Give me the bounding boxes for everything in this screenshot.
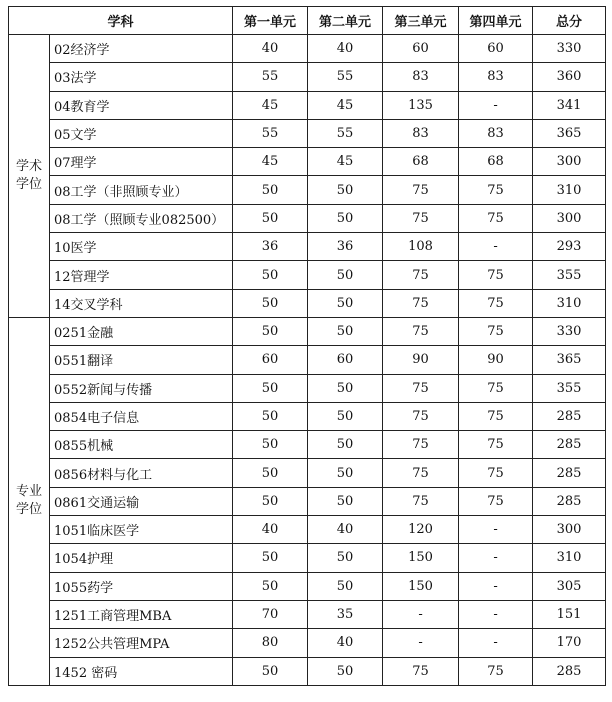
unit4-cell: 75: [459, 261, 533, 289]
subject-cell: 1054护理: [50, 544, 233, 572]
unit2-cell: 50: [308, 261, 383, 289]
unit1-cell: 55: [233, 63, 308, 91]
subject-cell: 1251工商管理MBA: [50, 600, 233, 628]
table-row: [9, 459, 606, 487]
unit2-cell: 50: [308, 204, 383, 232]
unit3-cell: 75: [383, 657, 459, 685]
header-row: [9, 7, 606, 35]
total-cell: 310: [533, 176, 606, 204]
unit1-cell: 50: [233, 572, 308, 600]
group-label-line1: 专业: [15, 484, 42, 500]
unit3-cell: 75: [383, 459, 459, 487]
unit4-cell: 75: [459, 657, 533, 685]
unit1-cell: 50: [233, 431, 308, 459]
table-row: [9, 35, 606, 63]
unit2-cell: 40: [308, 516, 383, 544]
unit1-cell: 60: [233, 346, 308, 374]
table-row: [9, 233, 606, 261]
unit4-cell: 68: [459, 148, 533, 176]
unit2-cell: 50: [308, 544, 383, 572]
unit3-cell: 90: [383, 346, 459, 374]
unit4-cell: 90: [459, 346, 533, 374]
unit1-cell: 45: [233, 148, 308, 176]
total-cell: 170: [533, 629, 606, 657]
unit2-cell: 50: [308, 459, 383, 487]
unit4-cell: -: [459, 544, 533, 572]
group-label-line2: 学位: [15, 502, 42, 518]
unit3-cell: 75: [383, 431, 459, 459]
table-row: [9, 572, 606, 600]
subject-cell: 03法学: [50, 63, 233, 91]
total-cell: 285: [533, 487, 606, 515]
unit3-cell: 75: [383, 374, 459, 402]
unit3-cell: 68: [383, 148, 459, 176]
subject-cell: 0856材料与化工: [50, 459, 233, 487]
unit2-cell: 36: [308, 233, 383, 261]
unit2-cell: 35: [308, 600, 383, 628]
subject-cell: 08工学（照顾专业082500）: [50, 204, 233, 232]
unit1-cell: 50: [233, 544, 308, 572]
unit4-cell: -: [459, 629, 533, 657]
total-cell: 285: [533, 402, 606, 430]
unit3-cell: 150: [383, 572, 459, 600]
unit1-cell: 40: [233, 516, 308, 544]
total-cell: 330: [533, 35, 606, 63]
total-cell: 285: [533, 657, 606, 685]
unit2-cell: 40: [308, 629, 383, 657]
header-total: 总分: [533, 7, 606, 35]
unit1-cell: 36: [233, 233, 308, 261]
total-cell: 300: [533, 204, 606, 232]
unit1-cell: 50: [233, 204, 308, 232]
subject-cell: 1452 密码: [50, 657, 233, 685]
unit4-cell: 75: [459, 204, 533, 232]
unit4-cell: -: [459, 91, 533, 119]
total-cell: 330: [533, 317, 606, 345]
unit3-cell: 108: [383, 233, 459, 261]
subject-cell: 10医学: [50, 233, 233, 261]
total-cell: 293: [533, 233, 606, 261]
subject-cell: 08工学（非照顾专业）: [50, 176, 233, 204]
unit3-cell: 83: [383, 63, 459, 91]
unit2-cell: 50: [308, 289, 383, 317]
unit4-cell: 75: [459, 289, 533, 317]
unit2-cell: 40: [308, 35, 383, 63]
total-cell: 300: [533, 148, 606, 176]
total-cell: 360: [533, 63, 606, 91]
unit2-cell: 50: [308, 431, 383, 459]
total-cell: 151: [533, 600, 606, 628]
table-row: [9, 317, 606, 345]
table-row: [9, 374, 606, 402]
subject-cell: 0552新闻与传播: [50, 374, 233, 402]
subject-cell: 1051临床医学: [50, 516, 233, 544]
unit2-cell: 45: [308, 91, 383, 119]
header-unit2: 第二单元: [308, 7, 383, 35]
table-row: [9, 119, 606, 147]
total-cell: 285: [533, 431, 606, 459]
table-body: [9, 35, 606, 686]
unit4-cell: -: [459, 233, 533, 261]
table-row: [9, 346, 606, 374]
subject-cell: 0855机械: [50, 431, 233, 459]
group-label-line1: 学术: [15, 158, 42, 174]
table-row: [9, 487, 606, 515]
unit1-cell: 50: [233, 402, 308, 430]
table-row: [9, 204, 606, 232]
header-subject: 学科: [9, 7, 233, 35]
total-cell: 305: [533, 572, 606, 600]
table-row: [9, 544, 606, 572]
subject-cell: 0251金融: [50, 317, 233, 345]
unit1-cell: 40: [233, 35, 308, 63]
subject-cell: 0551翻译: [50, 346, 233, 374]
unit1-cell: 50: [233, 317, 308, 345]
unit3-cell: 120: [383, 516, 459, 544]
unit4-cell: 60: [459, 35, 533, 63]
unit1-cell: 50: [233, 374, 308, 402]
unit3-cell: 75: [383, 176, 459, 204]
subject-cell: 02经济学: [50, 35, 233, 63]
unit4-cell: -: [459, 516, 533, 544]
table-row: [9, 63, 606, 91]
unit1-cell: 50: [233, 487, 308, 515]
unit4-cell: 75: [459, 374, 533, 402]
unit1-cell: 50: [233, 176, 308, 204]
total-cell: 355: [533, 374, 606, 402]
unit4-cell: 83: [459, 63, 533, 91]
unit3-cell: -: [383, 600, 459, 628]
unit2-cell: 50: [308, 487, 383, 515]
total-cell: 365: [533, 119, 606, 147]
total-cell: 365: [533, 346, 606, 374]
table-row: [9, 600, 606, 628]
table-row: [9, 261, 606, 289]
subject-cell: 12管理学: [50, 261, 233, 289]
unit1-cell: 70: [233, 600, 308, 628]
subject-cell: 1252公共管理MPA: [50, 629, 233, 657]
unit1-cell: 80: [233, 629, 308, 657]
unit4-cell: 75: [459, 431, 533, 459]
unit3-cell: 75: [383, 261, 459, 289]
unit2-cell: 60: [308, 346, 383, 374]
unit2-cell: 50: [308, 402, 383, 430]
unit1-cell: 45: [233, 91, 308, 119]
total-cell: 285: [533, 459, 606, 487]
header-unit1: 第一单元: [233, 7, 308, 35]
subject-cell: 0861交通运输: [50, 487, 233, 515]
total-cell: 300: [533, 516, 606, 544]
unit3-cell: 75: [383, 402, 459, 430]
unit4-cell: 75: [459, 459, 533, 487]
unit4-cell: -: [459, 600, 533, 628]
unit3-cell: 60: [383, 35, 459, 63]
unit1-cell: 50: [233, 657, 308, 685]
unit3-cell: 75: [383, 204, 459, 232]
unit4-cell: 75: [459, 487, 533, 515]
total-cell: 355: [533, 261, 606, 289]
unit1-cell: 55: [233, 119, 308, 147]
table-row: [9, 657, 606, 685]
total-cell: 341: [533, 91, 606, 119]
table-row: [9, 91, 606, 119]
table-row: [9, 176, 606, 204]
score-table: [8, 6, 606, 686]
group-label: [9, 317, 50, 685]
unit1-cell: 50: [233, 261, 308, 289]
unit4-cell: -: [459, 572, 533, 600]
subject-cell: 05文学: [50, 119, 233, 147]
header-unit4: 第四单元: [459, 7, 533, 35]
unit4-cell: 83: [459, 119, 533, 147]
unit2-cell: 50: [308, 317, 383, 345]
unit3-cell: 83: [383, 119, 459, 147]
unit4-cell: 75: [459, 176, 533, 204]
unit2-cell: 50: [308, 657, 383, 685]
table-row: [9, 431, 606, 459]
table-row: [9, 516, 606, 544]
unit2-cell: 50: [308, 572, 383, 600]
unit3-cell: 75: [383, 289, 459, 317]
group-label: [9, 35, 50, 318]
subject-cell: 1055药学: [50, 572, 233, 600]
unit2-cell: 50: [308, 176, 383, 204]
unit2-cell: 55: [308, 119, 383, 147]
total-cell: 310: [533, 289, 606, 317]
table-row: [9, 148, 606, 176]
unit3-cell: 75: [383, 317, 459, 345]
unit2-cell: 45: [308, 148, 383, 176]
unit3-cell: -: [383, 629, 459, 657]
subject-cell: 0854电子信息: [50, 402, 233, 430]
subject-cell: 07理学: [50, 148, 233, 176]
subject-cell: 04教育学: [50, 91, 233, 119]
unit3-cell: 150: [383, 544, 459, 572]
unit3-cell: 135: [383, 91, 459, 119]
unit4-cell: 75: [459, 317, 533, 345]
table-row: [9, 402, 606, 430]
group-label-line2: 学位: [15, 176, 42, 192]
table-row: [9, 629, 606, 657]
unit1-cell: 50: [233, 459, 308, 487]
table-row: [9, 289, 606, 317]
unit2-cell: 55: [308, 63, 383, 91]
header-unit3: 第三单元: [383, 7, 459, 35]
unit2-cell: 50: [308, 374, 383, 402]
unit3-cell: 75: [383, 487, 459, 515]
total-cell: 310: [533, 544, 606, 572]
unit4-cell: 75: [459, 402, 533, 430]
subject-cell: 14交叉学科: [50, 289, 233, 317]
unit1-cell: 50: [233, 289, 308, 317]
